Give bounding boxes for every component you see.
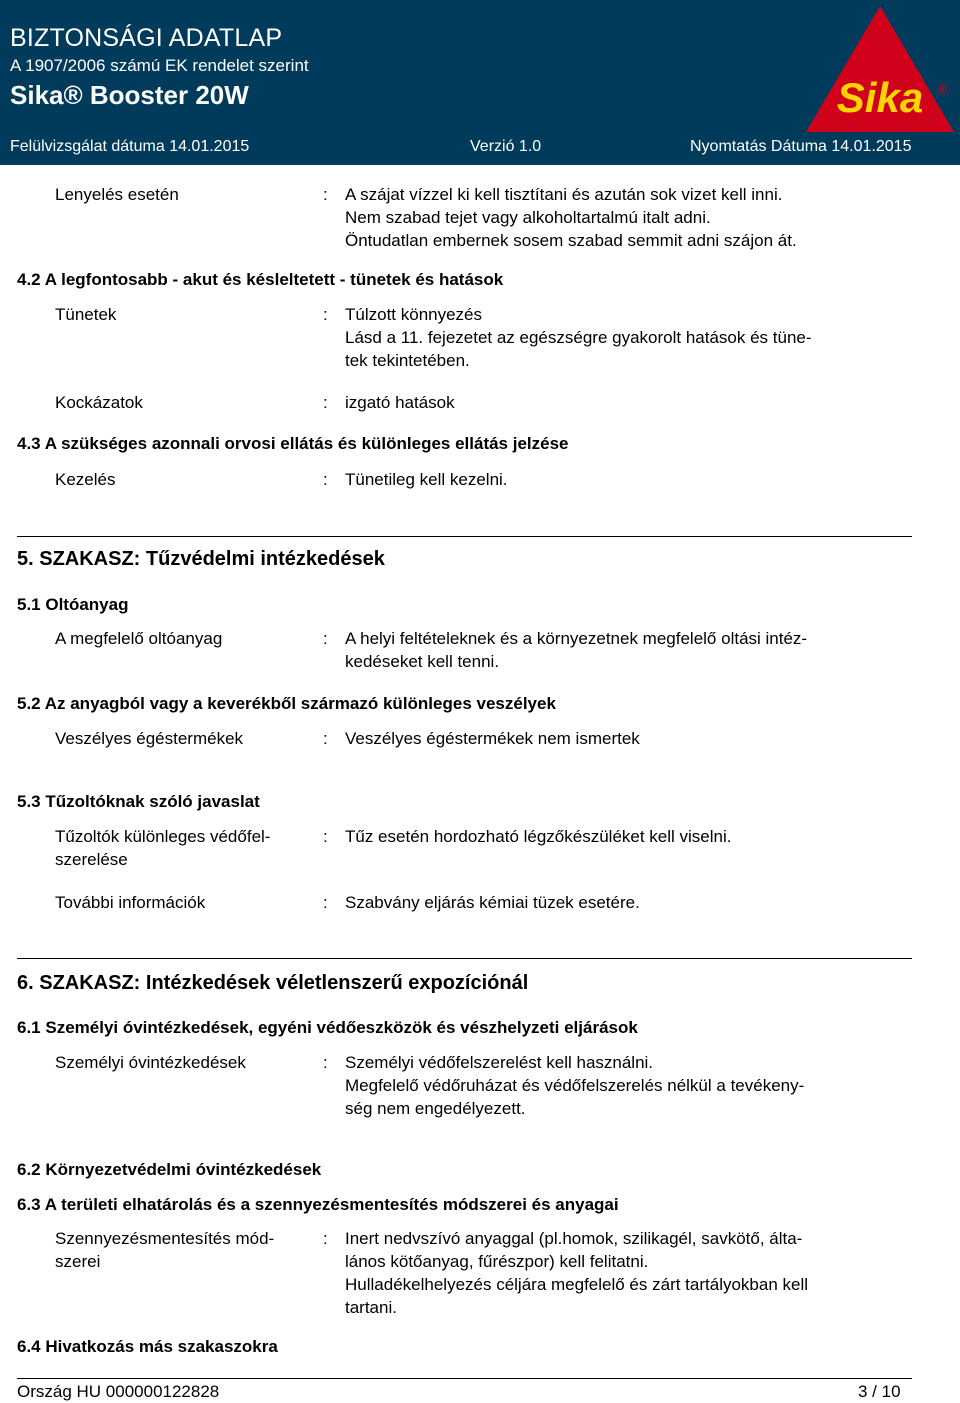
heading-4-2: 4.2 A legfontosabb - akut és késleltetett - tünetek és hatások — [17, 270, 504, 289]
section-5-title: 5. SZAKASZ: Tűzvédelmi intézkedések — [17, 548, 385, 570]
colon: : — [323, 393, 328, 412]
symptoms-value — [345, 303, 885, 372]
extinguishing-media-label: A megfelelő oltóanyag — [55, 629, 223, 648]
treatment-label: Kezelés — [55, 470, 116, 489]
footer-page-number: 3 / 10 — [858, 1382, 901, 1401]
symptoms-label: Tünetek — [55, 305, 117, 324]
section-divider — [17, 536, 912, 537]
heading-6-4: 6.4 Hivatkozás más szakaszokra — [17, 1337, 278, 1356]
heading-6-1: 6.1 Személyi óvintézkedések, egyéni védőeszközök és vészhelyzeti eljárások — [17, 1018, 638, 1037]
heading-5-3: 5.3 Tűzoltóknak szóló javaslat — [17, 792, 260, 811]
risks-value: izgató hatások — [345, 393, 455, 412]
media-line-1: A helyi feltételeknek és a környezetnek megfelelő oltási intéz- — [345, 629, 808, 648]
extinguishing-media-value — [345, 627, 885, 673]
cleaning-methods-label — [55, 1227, 315, 1273]
cleaning-line-4: tartani. — [345, 1298, 397, 1317]
heading-6-2: 6.2 Környezetvédelmi óvintézkedések — [17, 1160, 322, 1179]
regulation-text: A 1907/2006 számú EK rendelet szerint — [10, 56, 309, 75]
heading-5-2: 5.2 Az anyagból vagy a keverékből származó különleges veszélyek — [17, 694, 556, 713]
colon: : — [323, 470, 328, 489]
logo-registered-mark: ® — [937, 81, 948, 97]
further-info-value: Szabvány eljárás kémiai tüzek esetére. — [345, 893, 640, 912]
cleaning-label-line-1: Szennyezésmentesítés mód- — [55, 1229, 275, 1248]
symptoms-line-1: Túlzott könnyezés — [345, 305, 483, 324]
colon: : — [323, 305, 328, 324]
personal-line-2: Megfelelő védőruházat és védőfelszerelés nélkül a tevékeny- — [345, 1076, 805, 1095]
personal-precautions-label: Személyi óvintézkedések — [55, 1053, 246, 1072]
ingestion-line-2: Nem szabad tejet vagy alkoholtartalmú italt adni. — [345, 208, 711, 227]
treatment-value: Tünetileg kell kezelni. — [345, 470, 508, 489]
colon: : — [323, 1053, 328, 1072]
ingestion-line-1: A szájat vízzel ki kell tisztítani és azután sok vizet kell inni. — [345, 185, 783, 204]
ingestion-line-3: Öntudatlan embernek sosem szabad semmit adni szájon át. — [345, 231, 797, 250]
colon: : — [323, 185, 328, 204]
firefighter-equipment-value: Tűz esetén hordozható légzőkészüléket kell viselni. — [345, 827, 732, 846]
footer-divider — [17, 1378, 912, 1379]
sika-logo — [800, 0, 960, 135]
ff-label-line-2: szerelése — [55, 850, 128, 869]
section-divider — [17, 958, 912, 959]
combustion-products-label: Veszélyes égéstermékek — [55, 729, 244, 748]
product-name: Sika® Booster 20W — [10, 80, 249, 110]
colon: : — [323, 893, 328, 912]
cleaning-line-3: Hulladékelhelyezés céljára megfelelő és zárt tartályokban kell — [345, 1275, 809, 1294]
personal-line-3: ség nem engedélyezett. — [345, 1099, 526, 1118]
revision-date: Felülvizsgálat dátuma 14.01.2015 — [10, 138, 250, 155]
cleaning-line-1: Inert nedvszívó anyaggal (pl.homok, szilikagél, savkötő, álta- — [345, 1229, 803, 1248]
ingestion-value — [345, 183, 885, 252]
version: Verzió 1.0 — [470, 138, 542, 155]
heading-4-3: 4.3 A szükséges azonnali orvosi ellátás és különleges ellátás jelzése — [17, 434, 569, 453]
logo-text: Sika — [836, 74, 924, 121]
colon: : — [323, 629, 328, 648]
personal-line-1: Személyi védőfelszerelést kell használni. — [345, 1053, 654, 1072]
personal-precautions-value — [345, 1051, 885, 1120]
colon: : — [323, 1229, 328, 1248]
footer-country-code: Ország HU 000000122828 — [17, 1382, 220, 1401]
ff-label-line-1: Tűzoltók különleges védőfel- — [55, 827, 271, 846]
media-line-2: kedéseket kell tenni. — [345, 652, 500, 671]
symptoms-line-3: tek tekintetében. — [345, 351, 470, 370]
ingestion-label: Lenyelés esetén — [55, 185, 179, 204]
heading-5-1: 5.1 Oltóanyag — [17, 595, 129, 614]
document-header — [0, 0, 960, 165]
cleaning-line-2: lános kötőanyag, fűrészpor) kell felitatni. — [345, 1252, 649, 1271]
combustion-products-value: Veszélyes égéstermékek nem ismertek — [345, 729, 640, 748]
further-info-label: További információk — [55, 893, 206, 912]
cleaning-methods-value — [345, 1227, 885, 1319]
document-title: BIZTONSÁGI ADATLAP — [10, 24, 283, 52]
print-date: Nyomtatás Dátuma 14.01.2015 — [690, 138, 912, 155]
colon: : — [323, 729, 328, 748]
heading-6-3: 6.3 A területi elhatárolás és a szennyezésmentesítés módszerei és anyagai — [17, 1195, 619, 1214]
firefighter-equipment-label — [55, 825, 315, 871]
risks-label: Kockázatok — [55, 393, 143, 412]
colon: : — [323, 827, 328, 846]
symptoms-line-2: Lásd a 11. fejezetet az egészségre gyakorolt hatások és tüne- — [345, 328, 812, 347]
section-6-title: 6. SZAKASZ: Intézkedések véletlenszerű expozíciónál — [17, 972, 529, 994]
cleaning-label-line-2: szerei — [55, 1252, 101, 1271]
